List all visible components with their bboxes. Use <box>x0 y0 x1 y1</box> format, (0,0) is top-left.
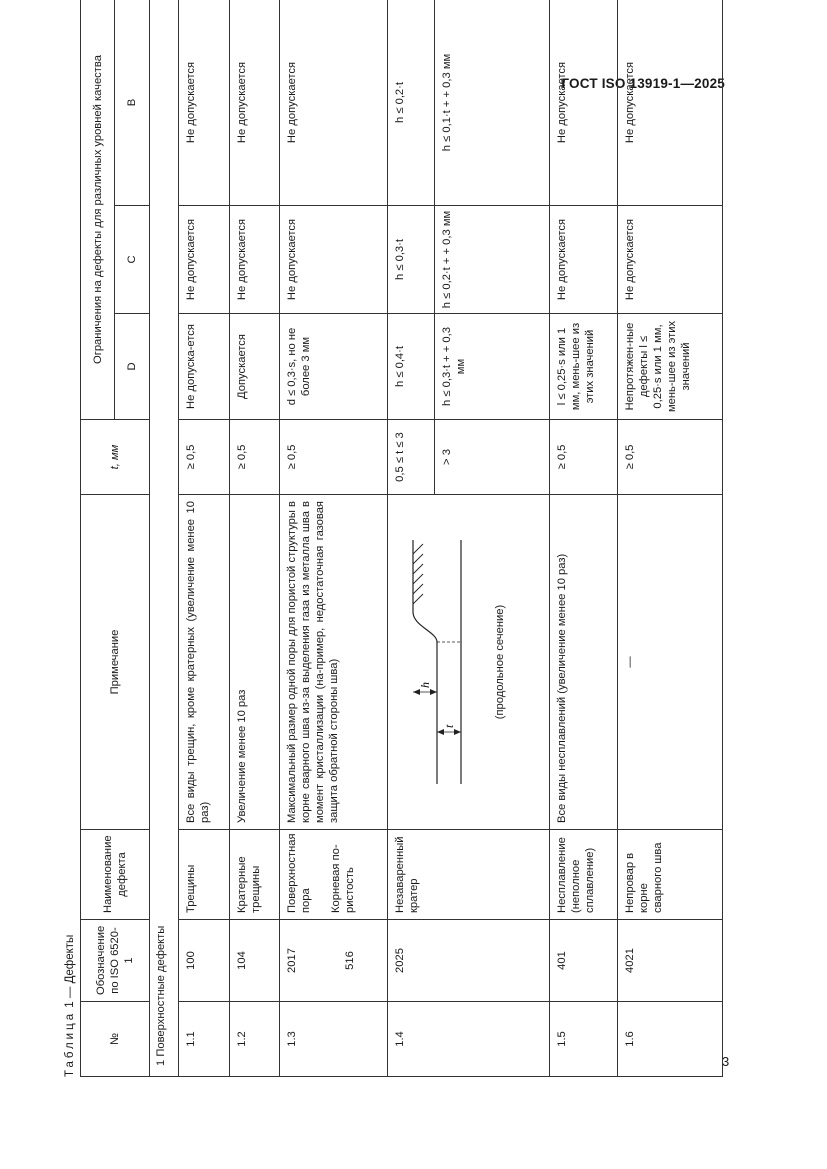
table-caption-word: Таблица <box>64 1010 76 1077</box>
defects-table <box>80 0 723 1077</box>
cell-t: ≥ 0,5 <box>179 420 229 495</box>
cell-level-c: Не допускается <box>618 206 723 314</box>
header-no: № <box>81 1002 150 1077</box>
cell-level-d: Допускается <box>229 314 279 420</box>
split-d <box>388 314 497 419</box>
cell-name: Трещины <box>179 830 229 920</box>
cell-level-c: Не допускается <box>280 206 387 314</box>
cell-b-sub2: h ≤ 0,1·t + + 0,3 мм <box>440 53 453 152</box>
cell-d-sub1: h ≤ 0,4·t <box>388 314 435 419</box>
cell-no: 1.3 <box>280 1002 387 1077</box>
cell-code-primary: 2017 <box>286 948 299 973</box>
cell-level-c: Не допускается <box>549 206 618 314</box>
cell-t <box>387 420 549 495</box>
cell-level-d: d ≤ 0,3·s, но не более 3 мм <box>280 314 387 420</box>
split-c <box>388 206 497 313</box>
cell-level-b: Не допускается <box>179 0 229 206</box>
header-defect-name: Наименование дефекта <box>81 830 150 920</box>
cell-level-b: Не допускается <box>280 0 387 206</box>
page-number: 3 <box>722 1054 730 1069</box>
cell-t-sub2: > 3 <box>440 449 453 465</box>
sketch-caption: (продольное сечение) <box>493 604 506 720</box>
cell-level-c: Не допускается <box>179 206 229 314</box>
cell-name: Непровар в корне сварного шва <box>618 830 723 920</box>
cell-t: ≥ 0,5 <box>618 420 723 495</box>
cell-t-sub1: 0,5 ≤ t ≤ 3 <box>388 420 435 494</box>
cell-level-b: Не допускается <box>618 0 723 206</box>
cell-t: ≥ 0,5 <box>549 420 618 495</box>
table-caption-title: 1 — Дефекты <box>64 934 76 1008</box>
table-row <box>387 0 549 1077</box>
split-b <box>388 0 497 205</box>
crater-section-sketch <box>397 532 489 792</box>
cell-note: Увеличение менее 10 раз <box>229 495 279 830</box>
document-code: ГОСТ ISO 13919-1—2025 <box>561 76 725 91</box>
table-row <box>179 0 229 1077</box>
cell-c-sub1: h ≤ 0,3·t <box>388 206 435 313</box>
cell-note: Максимальный размер одной поры для пористой структуры в корне сварного шва из-за выделения газа из металла шва в момент кристаллизации (на-пример, недостаточная газовая защита обратной стороны шва) <box>280 495 387 830</box>
cell-note: Все виды трещин, кроме кратерных (увеличение менее 10 раз) <box>179 495 229 830</box>
header-iso-code: Обозначение по ISO 6520-1 <box>81 920 150 1002</box>
cell-note: Все виды несплавлений (увеличение менее 10 раз) <box>549 495 618 830</box>
header-level-d: D <box>115 314 149 420</box>
header-limits: Ограничения на дефекты для различных уровней качества <box>81 0 115 420</box>
cell-t: ≥ 0,5 <box>280 420 387 495</box>
table-row <box>549 0 618 1077</box>
sketch-label-t: t <box>441 724 456 728</box>
cell-b-sub1: h ≤ 0,2·t <box>388 0 435 205</box>
rotated-table-block <box>60 0 797 1077</box>
cell-no: 1.1 <box>179 1002 229 1077</box>
table-row <box>280 0 387 1077</box>
cell-level-d: Не допуска-ется <box>179 314 229 420</box>
cell-code: 100 <box>179 920 229 1002</box>
cell-t: ≥ 0,5 <box>229 420 279 495</box>
header-note: Примечание <box>81 495 150 830</box>
cell-name <box>280 830 387 920</box>
split-t <box>388 420 497 494</box>
cell-code-secondary: 516 <box>344 951 357 970</box>
cell-level-b: Не допускается <box>229 0 279 206</box>
cell-name-secondary: Корневая по-ристость <box>330 844 357 913</box>
cell-code: 104 <box>229 920 279 1002</box>
cell-level-c <box>387 206 549 314</box>
cell-name: Незаваренный кратер <box>387 830 549 920</box>
table-caption <box>60 677 80 1077</box>
cell-name-primary: Поверхностная пора <box>286 833 313 913</box>
cell-level-d: Непротяжен-ные дефекты l ≤ 0,25·s или 1 мм, мень-шее из этих значений <box>618 314 723 420</box>
cell-no: 1.4 <box>387 1002 549 1077</box>
table-row <box>229 0 279 1077</box>
cell-no: 1.5 <box>549 1002 618 1077</box>
header-level-c: C <box>115 206 149 314</box>
cell-code <box>280 920 387 1002</box>
cell-code: 401 <box>549 920 618 1002</box>
cell-code: 2025 <box>387 920 549 1002</box>
header-t <box>81 420 150 495</box>
header-row <box>81 0 115 1077</box>
cell-level-c: Не допускается <box>229 206 279 314</box>
cell-no: 1.6 <box>618 1002 723 1077</box>
cell-level-b: Не допускается <box>549 0 618 206</box>
cell-name: Несплавление (неполное сплавление) <box>549 830 618 920</box>
cell-note: — <box>618 495 723 830</box>
cell-level-d <box>387 314 549 420</box>
cell-d-sub2: h ≤ 0,3·t + + 0,3 мм <box>440 327 467 406</box>
cell-c-sub2: h ≤ 0,2·t + + 0,3 мм <box>440 210 453 309</box>
cell-name: Кратерные трещины <box>229 830 279 920</box>
cell-note <box>387 495 549 830</box>
section-title: 1 Поверхностные дефекты <box>149 0 179 1077</box>
header-t-text: t, мм <box>108 444 121 470</box>
cell-no: 1.2 <box>229 1002 279 1077</box>
section-row <box>149 0 179 1077</box>
cell-level-b <box>387 0 549 206</box>
cell-code: 4021 <box>618 920 723 1002</box>
cell-level-d: l ≤ 0,25·s или 1 мм, мень-шее из этих значений <box>549 314 618 420</box>
sketch-label-h: h <box>417 682 432 688</box>
header-level-b: B <box>115 0 149 206</box>
table-row <box>618 0 723 1077</box>
